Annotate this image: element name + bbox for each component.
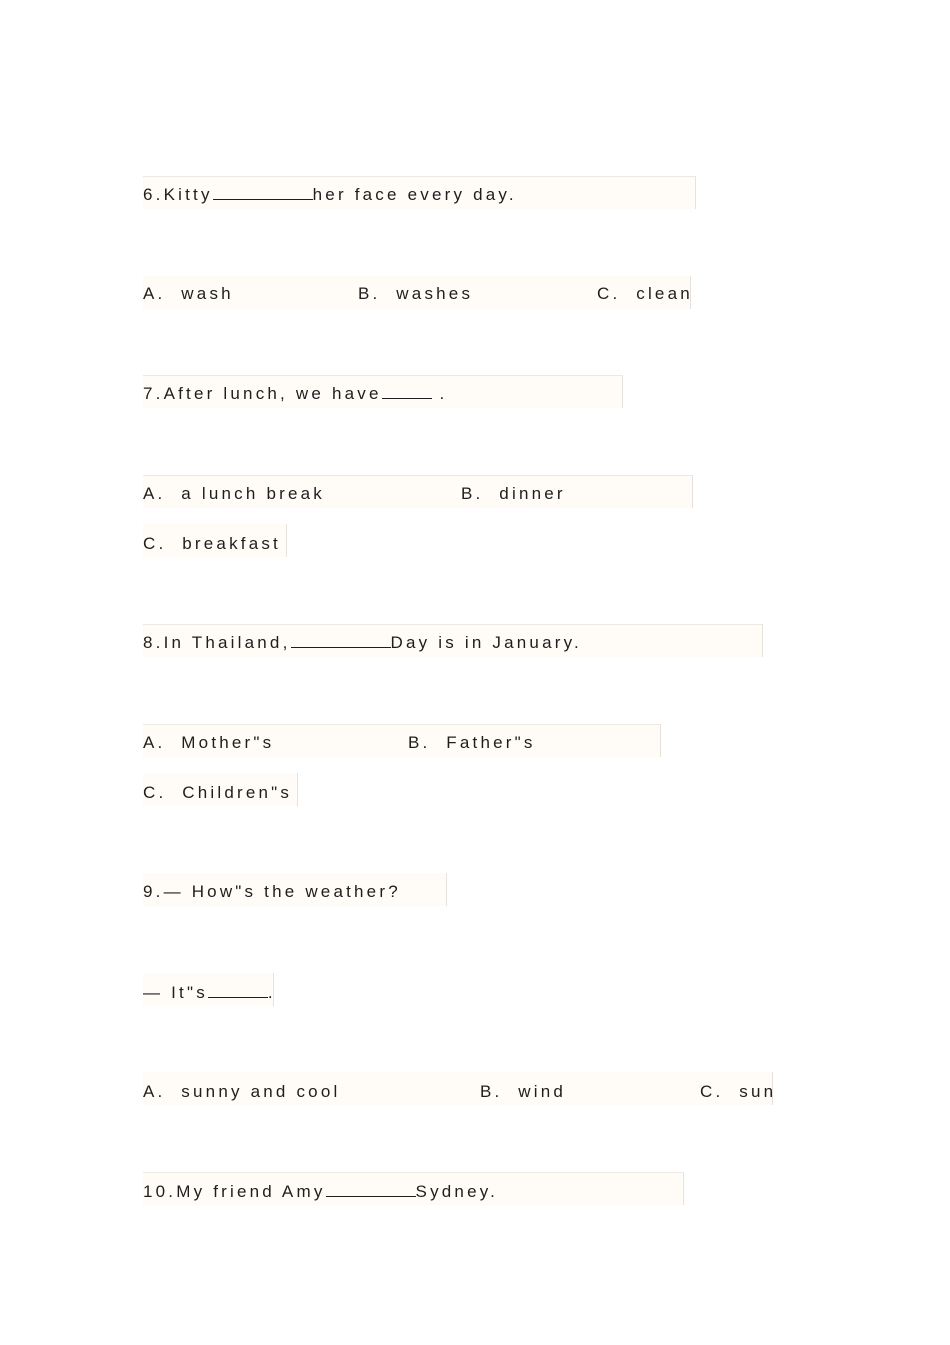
option-b[interactable]: B. washes bbox=[358, 284, 474, 303]
question-number: 8. bbox=[143, 633, 164, 652]
question-10 bbox=[143, 1182, 498, 1202]
question-text-after: her face every day. bbox=[312, 185, 517, 204]
option-a[interactable]: A. Mother"s bbox=[143, 733, 275, 752]
reply-text-before: — It"s bbox=[143, 983, 208, 1002]
question-number: 6. bbox=[143, 185, 164, 204]
option-c[interactable]: C. breakfast bbox=[143, 534, 281, 553]
option-c[interactable]: C. Children"s bbox=[143, 783, 293, 802]
option-c[interactable]: C. sun bbox=[700, 1082, 777, 1101]
question-text-before: After lunch, we have bbox=[163, 384, 382, 403]
answer-blank[interactable] bbox=[208, 983, 268, 998]
option-b[interactable]: B. dinner bbox=[461, 484, 566, 503]
reply-text-after: . bbox=[267, 983, 276, 1002]
question-text-before: In Thailand, bbox=[163, 633, 291, 652]
question-text-before: Kitty bbox=[163, 185, 213, 204]
question-8 bbox=[143, 633, 582, 653]
option-a[interactable]: A. wash bbox=[143, 284, 234, 303]
answer-blank[interactable] bbox=[291, 633, 391, 648]
option-a[interactable]: A. sunny and cool bbox=[143, 1082, 341, 1101]
option-c[interactable]: C. clean bbox=[597, 284, 693, 303]
question-text-before: My friend Amy bbox=[176, 1182, 326, 1201]
answer-blank[interactable] bbox=[213, 185, 313, 200]
question-number: 9. bbox=[143, 882, 164, 901]
question-7 bbox=[143, 384, 447, 404]
question-9 bbox=[143, 882, 401, 902]
option-a[interactable]: A. a lunch break bbox=[143, 484, 325, 503]
answer-blank[interactable] bbox=[382, 384, 432, 399]
option-b[interactable]: B. wind bbox=[480, 1082, 567, 1101]
question-text-after: Day is in January. bbox=[390, 633, 582, 652]
question-number: 7. bbox=[143, 384, 164, 403]
question-text-after: . bbox=[431, 384, 448, 403]
question-6 bbox=[143, 185, 517, 205]
question-text-after: Sydney. bbox=[415, 1182, 499, 1201]
answer-blank[interactable] bbox=[326, 1182, 416, 1197]
option-b[interactable]: B. Father"s bbox=[408, 733, 536, 752]
question-9-reply bbox=[143, 983, 276, 1003]
question-number: 10. bbox=[143, 1182, 177, 1201]
question-text: — How"s the weather? bbox=[163, 882, 401, 901]
